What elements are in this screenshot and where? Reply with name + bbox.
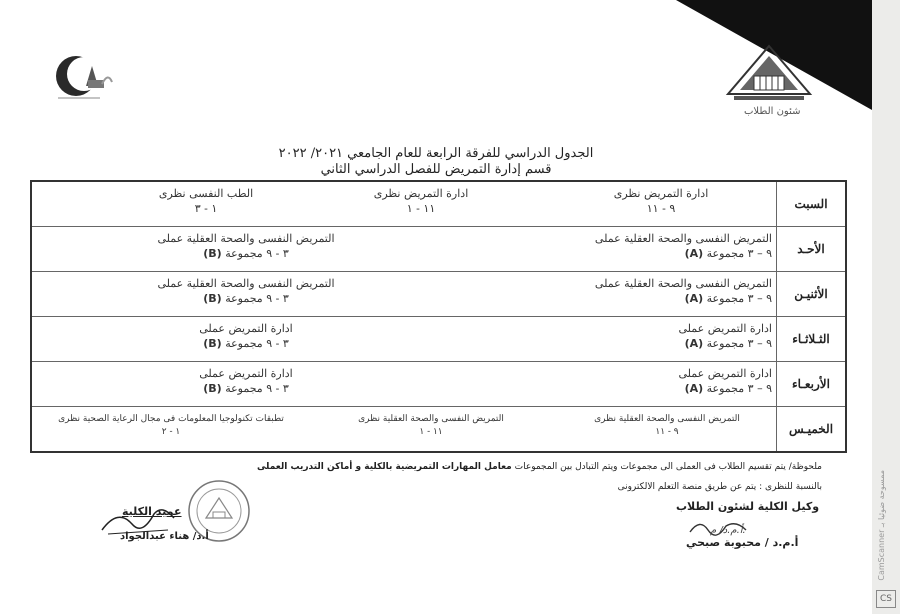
slot-subject: ادارة التمريض عملى — [678, 367, 772, 380]
slot — [121, 366, 371, 396]
slot-time: ١ - ٢ — [161, 427, 181, 437]
note-text: ملحوظة/ يتم تقسيم الطلاب فى العملى الى مجموعات ويتم التبادل بين المجموعات — [514, 462, 822, 472]
schedule-title: الجدول الدراسي للفرقة الرابعة للعام الجامعي ٢٠٢١/ ٢٠٢٢ — [278, 146, 594, 161]
slot-time: ٣ - ٩ مجموعة — [225, 337, 289, 350]
slot — [522, 231, 772, 261]
table-row — [31, 407, 846, 453]
slot-time: ٩ – ٣ مجموعة — [706, 247, 772, 260]
slot — [562, 413, 772, 439]
slot-subject: تطبقات تكنولوجيا المعلومات فى مجال الرعاية الصحية نظرى — [58, 414, 284, 424]
table-row — [31, 317, 846, 362]
slot-time: ١١ - ١ — [419, 427, 443, 437]
slot — [522, 366, 772, 396]
slots-cell — [32, 182, 776, 226]
vice-dean-title: وكيل الكلية لشئون الطلاب — [676, 500, 820, 513]
crescent-logo-icon — [52, 52, 116, 102]
slots-cell — [32, 362, 776, 406]
group-label: (B) — [203, 292, 222, 305]
slot-time: ١ - ٣ — [194, 202, 218, 215]
table-row — [31, 181, 846, 227]
slot — [522, 276, 772, 306]
slot-time: ٣ - ٩ مجموعة — [225, 292, 289, 305]
day-cell: الأحـد — [777, 227, 847, 272]
dean-name: أ.د/ هناء عبدالجواد — [120, 531, 209, 542]
day-cell: الخميـس — [777, 407, 847, 453]
slot-subject: التمريض النفسى والصحة العقلية عملى — [594, 232, 772, 245]
slot-subject: ادارة التمريض عملى — [199, 322, 293, 335]
slot — [116, 186, 296, 216]
slot — [36, 413, 306, 439]
group-label: (A) — [684, 247, 704, 260]
vice-dean-scribble: أ.م.د/ م. — [710, 525, 746, 536]
camscanner-badge: CS — [876, 590, 896, 608]
group-label: (A) — [684, 292, 704, 305]
group-label: (B) — [203, 337, 222, 350]
slot-time: ٣ - ٩ مجموعة — [225, 247, 289, 260]
slot — [121, 321, 371, 351]
slot-subject: ادارة التمريض نظرى — [613, 187, 709, 200]
day-cell: السبت — [777, 181, 847, 227]
slot — [566, 186, 756, 216]
note-bold-text: معامل المهارات التمريضية بالكلية و أماكن التدريب العملى — [256, 462, 512, 472]
schedule-table — [30, 180, 847, 453]
slot-time: ١١ - ١ — [406, 202, 436, 215]
slot-time: ٩ - ١١ — [646, 202, 676, 215]
dean-title: عميد الكلية — [122, 505, 182, 518]
group-label: (B) — [203, 247, 222, 260]
slot-subject: التمريض النفسى والصحة العقلية عملى — [157, 232, 335, 245]
vice-dean-name: أ.م.د / محبوبة صبحي — [686, 536, 799, 549]
slots-cell — [32, 317, 776, 361]
group-label: (A) — [684, 382, 704, 395]
table-row — [31, 272, 846, 317]
slots-cell — [32, 227, 776, 271]
table-row — [31, 227, 846, 272]
slot — [121, 231, 371, 261]
university-logo-icon — [724, 40, 814, 106]
scanner-watermark-text: CamScanner ممسوحة ضوئيا بـ — [877, 470, 886, 581]
day-cell: الثـلاثـاء — [777, 317, 847, 362]
slot-time: ٩ – ٣ مجموعة — [706, 337, 772, 350]
note-line-2: بالنسبة للنظرى : يتم عن طريق منصة التعلم الالكترونى — [617, 482, 822, 492]
slot — [321, 413, 541, 439]
note-line-1 — [257, 462, 822, 472]
slot-subject: التمريض النفسى والصحة العقلية نظرى — [594, 414, 740, 424]
day-cell: الأثنيـن — [777, 272, 847, 317]
department-subtitle: قسم إدارة التمريض للفصل الدراسي الثاني — [320, 162, 552, 177]
slot-time: ٩ - ١١ — [655, 427, 679, 437]
group-label: (B) — [203, 382, 222, 395]
table-row — [31, 362, 846, 407]
slot-time: ٣ - ٩ مجموعة — [225, 382, 289, 395]
slots-cell — [32, 272, 776, 316]
slot — [522, 321, 772, 351]
group-label: (A) — [684, 337, 704, 350]
slot — [326, 186, 516, 216]
right-logo-caption: شئون الطلاب — [744, 106, 801, 117]
slot-subject: ادارة التمريض عملى — [678, 322, 772, 335]
day-cell: الأربعـاء — [777, 362, 847, 407]
slot-subject: ادارة التمريض نظرى — [373, 187, 469, 200]
slot-subject: التمريض النفسى والصحة العقلية عملى — [157, 277, 335, 290]
slot-time: ٩ – ٣ مجموعة — [706, 382, 772, 395]
slots-cell — [32, 407, 776, 451]
slot-subject: ادارة التمريض عملى — [199, 367, 293, 380]
slot-time: ٩ – ٣ مجموعة — [706, 292, 772, 305]
slot — [121, 276, 371, 306]
slot-subject: الطب النفسى نظرى — [158, 187, 254, 200]
slot-subject: التمريض النفسى والصحة العقلية نظرى — [358, 414, 504, 424]
slot-subject: التمريض النفسى والصحة العقلية عملى — [594, 277, 772, 290]
